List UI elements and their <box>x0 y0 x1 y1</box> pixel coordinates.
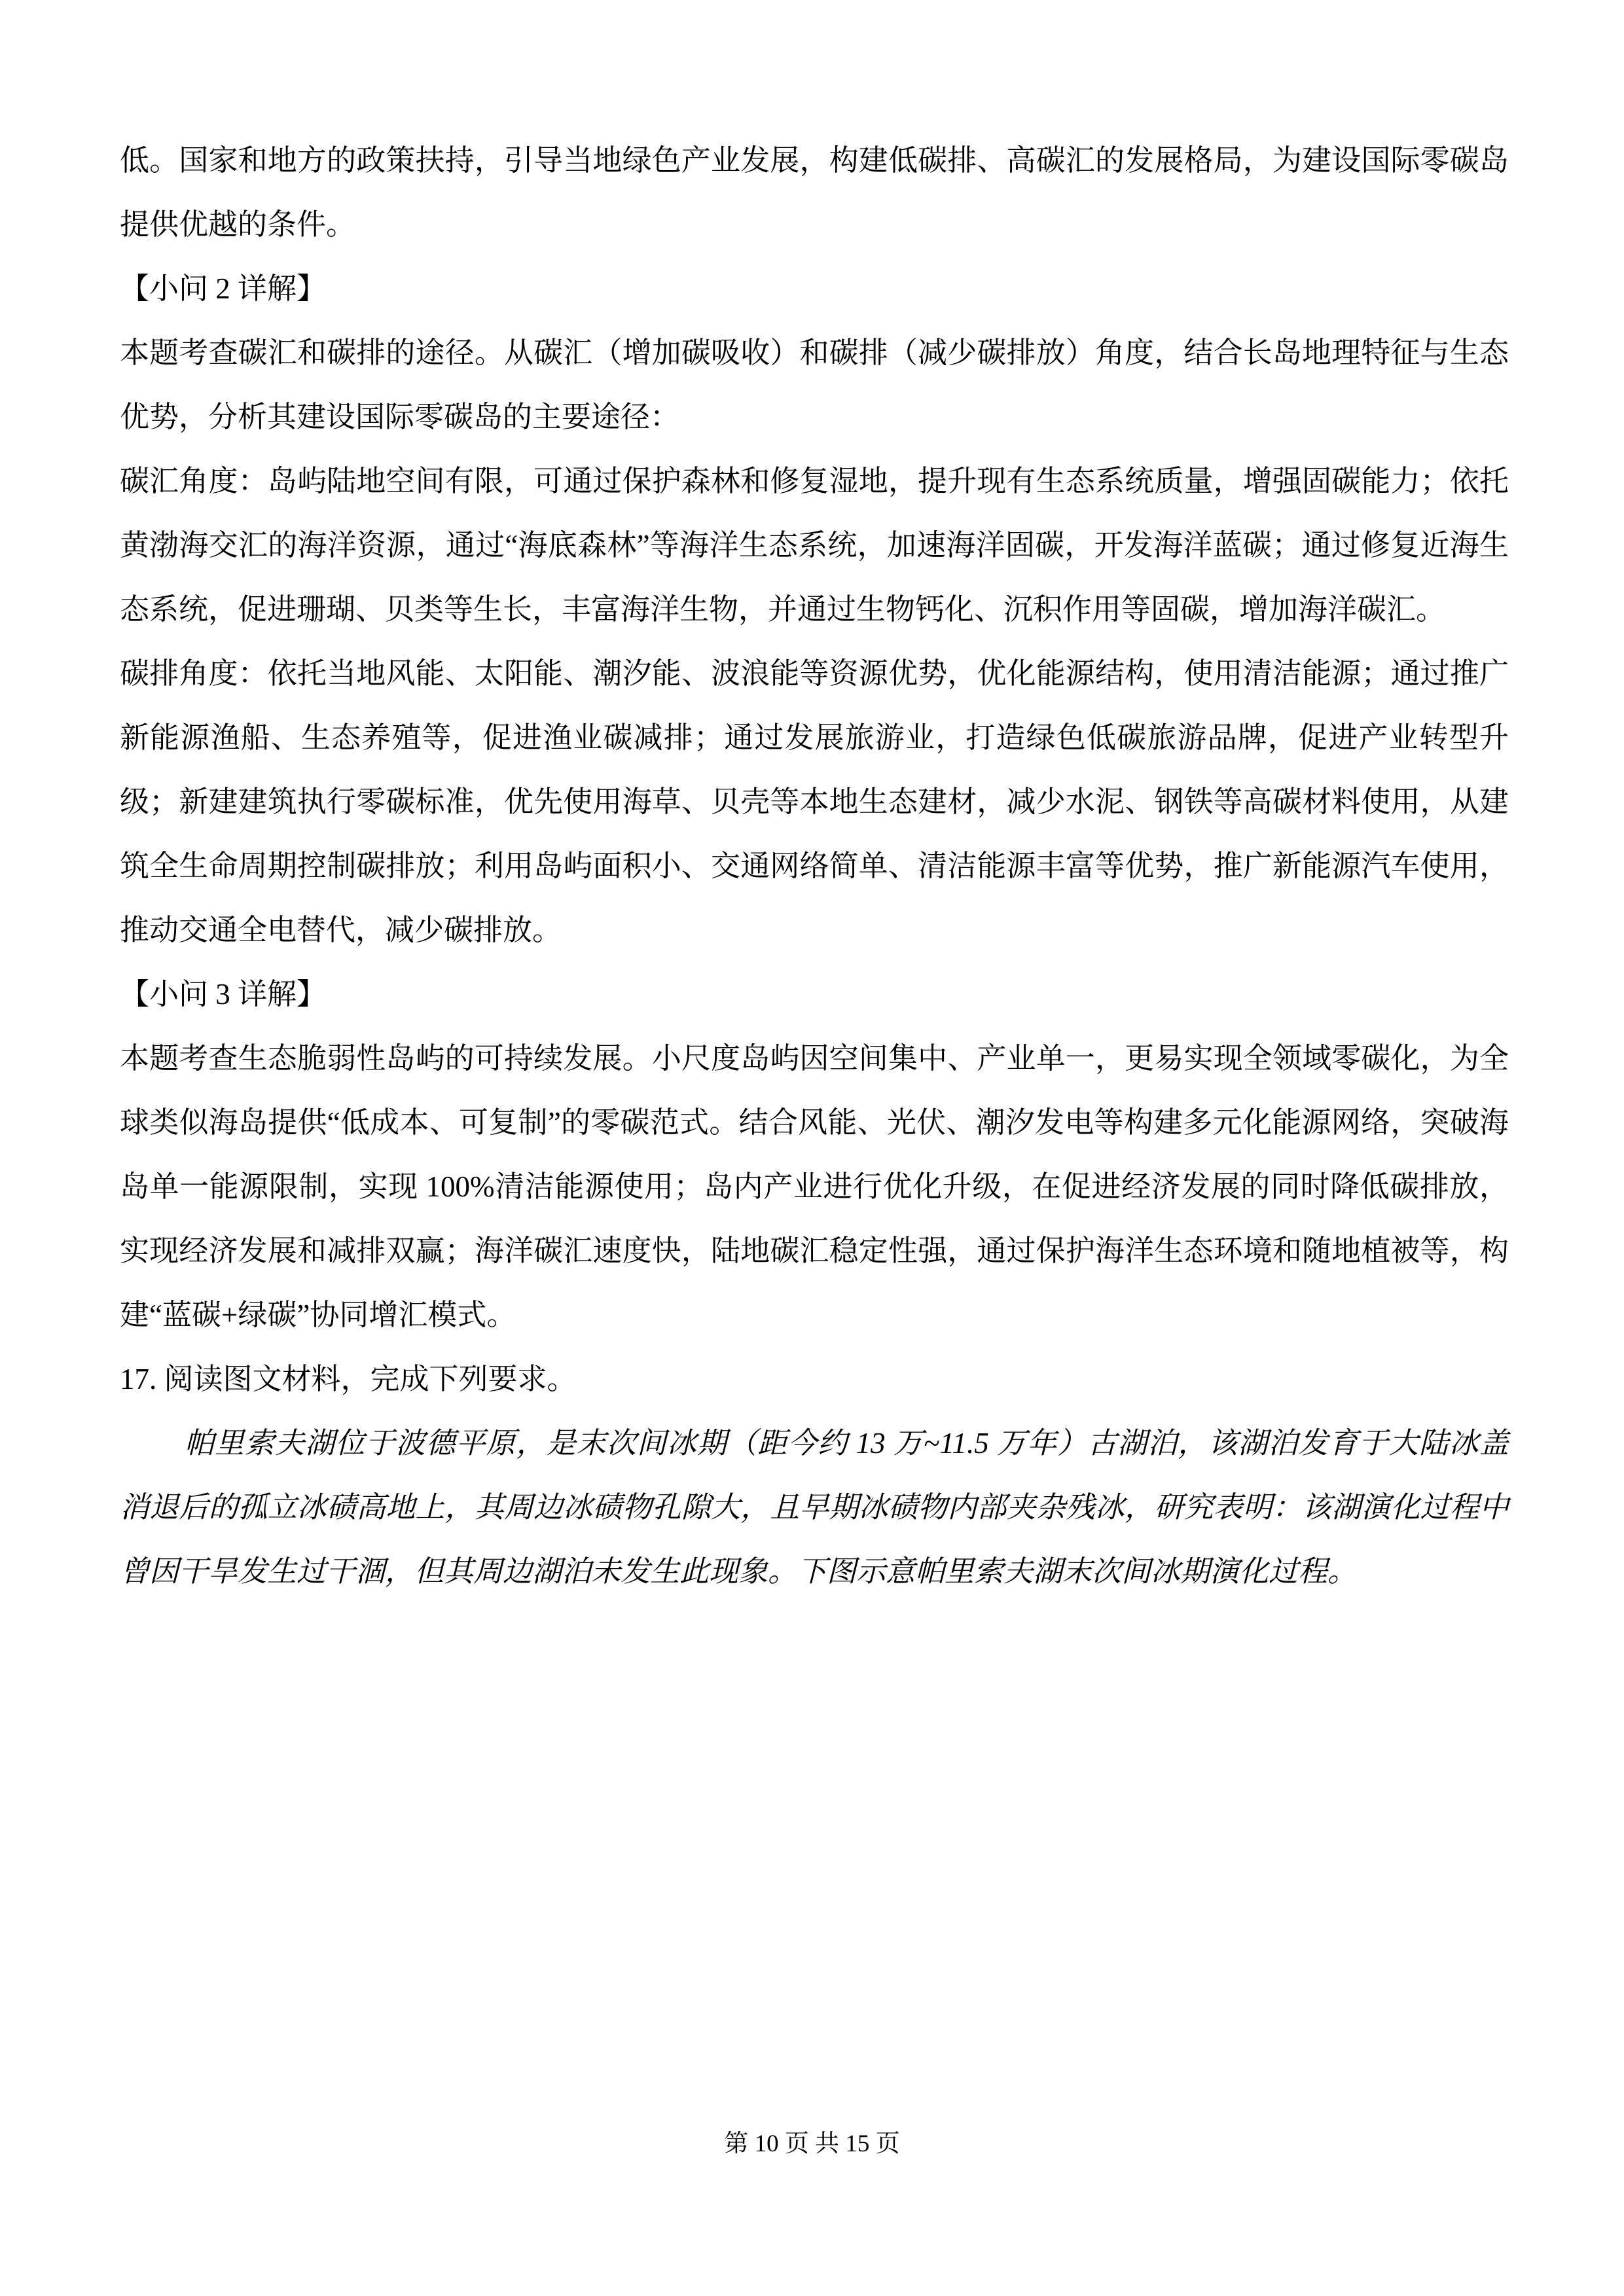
answer-paragraph-sustainable-development: 本题考查生态脆弱性岛屿的可持续发展。小尺度岛屿因空间集中、产业单一，更易实现全领域零碳化，为全球类似海岛提供“低成本、可复制”的零碳范式。结合风能、光伏、潮汐发电等构建多元化能源网络，突破海岛单一能源限制，实现 100%清洁能源使用；岛内产业进行优化升级，在促进经济发展的同时降低碳排放，实现经济发展和减排双赢；海洋碳汇速度快，陆地碳汇稳定性强，通过保护海洋生态环境和随地植被等，构建“蓝碳+绿碳”协同增汇模式。 <box>120 1042 1509 1331</box>
question-17-material-paragraph: 帕里索夫湖位于波德平原，是末次间冰期（距今约 13 万~11.5 万年）古湖泊，该湖泊发育于大陆冰盖消退后的孤立冰碛高地上，其周边冰碛物孔隙大，且早期冰碛物内部夹杂残冰，研究表明：该湖演化过程中曾因干旱发生过干涸，但其周边湖泊未发生此现象。下图示意帕里索夫湖末次间冰期演化过程。 <box>120 1427 1509 1588</box>
document-body <box>120 128 1509 1604</box>
answer-paragraph-continuation: 低。国家和地方的政策扶持，引导当地绿色产业发展，构建低碳排、高碳汇的发展格局，为建设国际零碳岛提供优越的条件。 <box>120 144 1509 241</box>
answer-paragraph-carbon-emission: 碳排角度：依托当地风能、太阳能、潮汐能、波浪能等资源优势，优化能源结构，使用清洁能源；通过推广新能源渔船、生态养殖等，促进渔业碳减排；通过发展旅游业，打造绿色低碳旅游品牌，促进产业转型升级；新建建筑执行零碳标准，优先使用海草、贝壳等本地生态建材，减少水泥、钢铁等高碳材料使用，从建筑全生命周期控制碳排放；利用岛屿面积小、交通网络简单、清洁能源丰富等优势，推广新能源汽车使用，推动交通全电替代，减少碳排放。 <box>120 657 1509 946</box>
answer-paragraph-carbon-sink: 碳汇角度：岛屿陆地空间有限，可通过保护森林和修复湿地，提升现有生态系统质量，增强固碳能力；依托黄渤海交汇的海洋资源，通过“海底森林”等海洋生态系统，加速海洋固碳，开发海洋蓝碳；通过修复近海生态系统，促进珊瑚、贝类等生长，丰富海洋生物，并通过生物钙化、沉积作用等固碳，增加海洋碳汇。 <box>120 465 1509 626</box>
question-17-stem: 17. 阅读图文材料，完成下列要求。 <box>120 1363 577 1395</box>
subquestion-2-heading: 【小问 2 详解】 <box>120 272 327 305</box>
page-footer: 第 10 页 共 15 页 <box>724 2130 900 2157</box>
answer-paragraph-overview: 本题考查碳汇和碳排的途径。从碳汇（增加碳吸收）和碳排（减少碳排放）角度，结合长岛地理特征与生态优势，分析其建设国际零碳岛的主要途径： <box>120 336 1509 433</box>
subquestion-3-heading: 【小问 3 详解】 <box>120 978 327 1011</box>
